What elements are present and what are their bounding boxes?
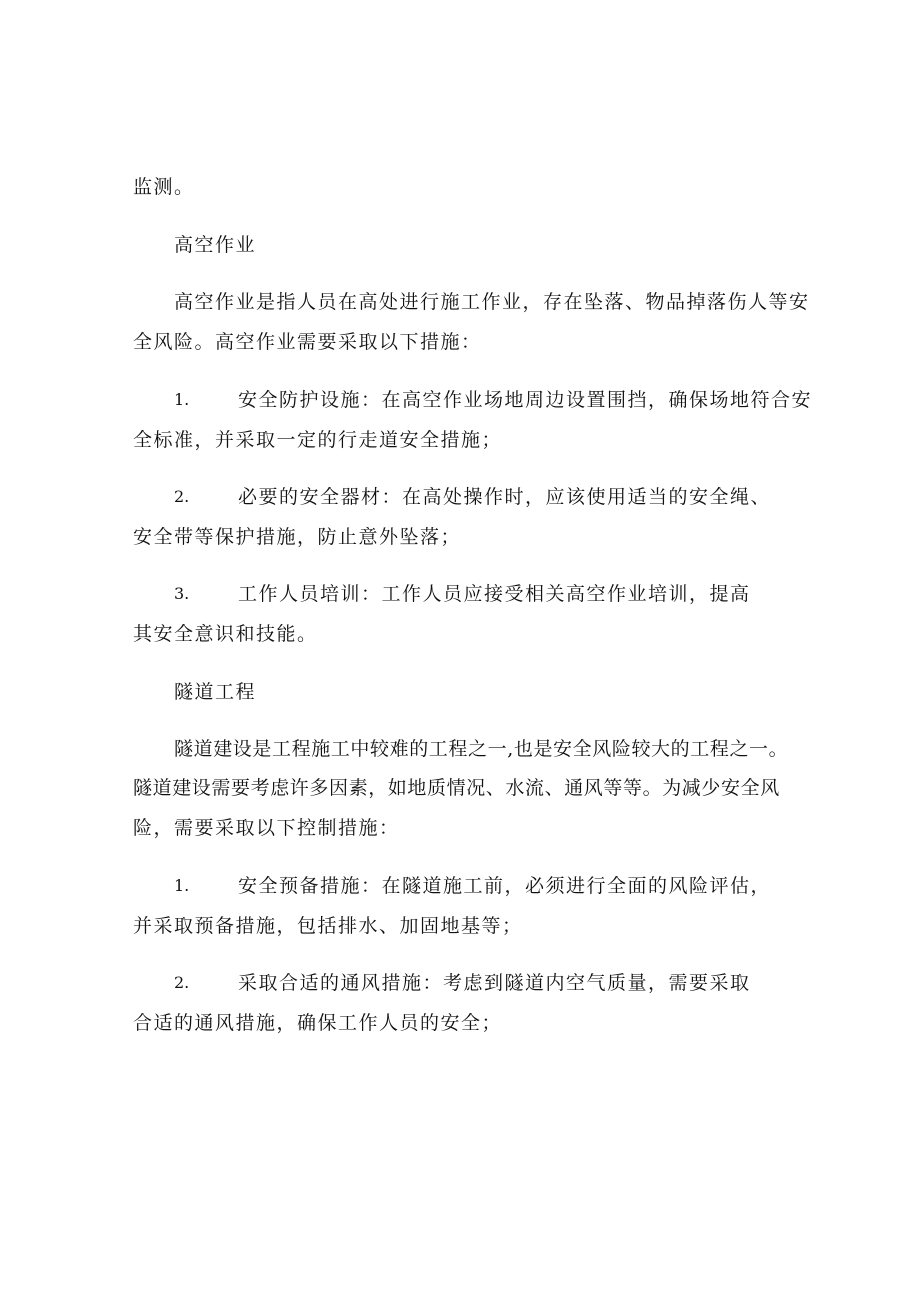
list-item-number: 2. [174, 487, 190, 506]
list-item-number: 1. [174, 390, 190, 409]
list-item-number: 3. [174, 584, 190, 603]
paragraph-line: 隧道建设是工程施工中较难的工程之一,也是安全风险较大的工程之一。 [174, 738, 789, 760]
section-heading-high-altitude: 高空作业 [174, 234, 257, 256]
list-item-text: 全标准，并采取一定的行走道安全措施； [133, 429, 503, 451]
list-item-text: 工作人员培训：工作人员应接受相关高空作业培训，提高 [238, 583, 751, 605]
list-item-text: 安全预备措施：在隧道施工前，必须进行全面的风险评估， [238, 875, 772, 897]
list-item-text: 其安全意识和技能。 [133, 623, 318, 645]
list-item-text: 必要的安全器材：在高处操作时，应该使用适当的安全绳、 [238, 486, 772, 508]
list-item-number: 2. [174, 973, 190, 992]
paragraph-line: 隧道建设需要考虑许多因素，如地质情况、水流、通风等等。为减少安全风 [133, 777, 780, 799]
list-item-number: 1. [174, 876, 190, 895]
list-item-text: 合适的通风措施，确保工作人员的安全； [133, 1012, 503, 1034]
list-item-text: 采取合适的通风措施：考虑到隧道内空气质量，需要采取 [238, 972, 751, 994]
list-item-text: 安全防护设施：在高空作业场地周边设置围挡，确保场地符合安 [238, 389, 813, 411]
list-item-text: 安全带等保护措施，防止意外坠落； [133, 526, 462, 548]
paragraph-line: 高空作业是指人员在高处进行施工作业，存在坠落、物品掉落伤人等安 [174, 291, 810, 313]
paragraph-line: 全风险。高空作业需要采取以下措施： [133, 331, 482, 353]
continuation-text: 监测。 [133, 176, 195, 198]
section-heading-tunnel: 隧道工程 [174, 681, 257, 703]
list-item-text: 并采取预备措施，包括排水、加固地基等； [133, 915, 523, 937]
paragraph-line: 险，需要采取以下控制措施： [133, 817, 400, 839]
